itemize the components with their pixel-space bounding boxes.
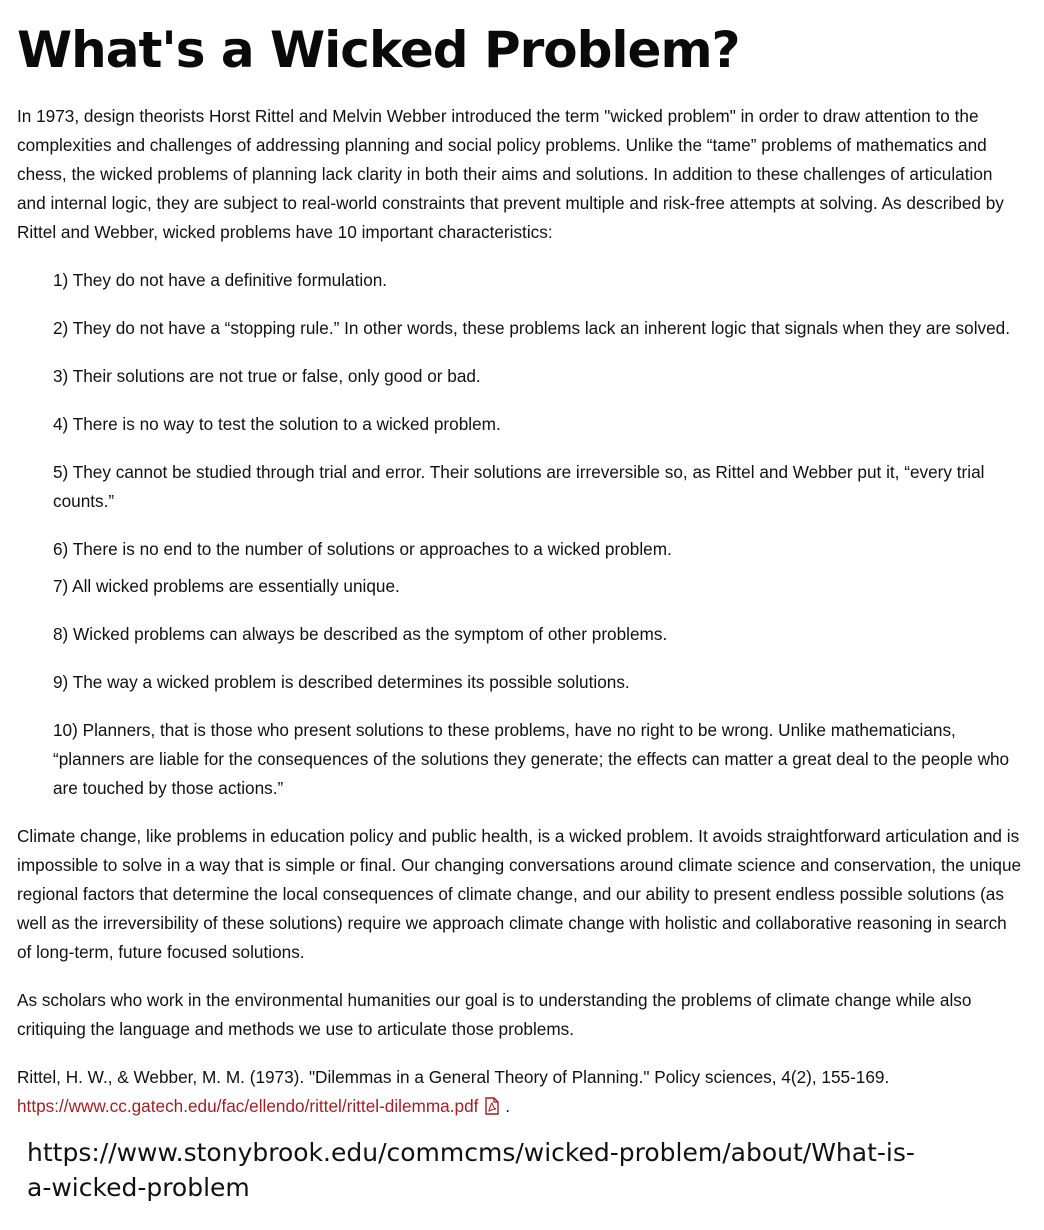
citation-trailing: . — [505, 1096, 510, 1116]
scholars-paragraph: As scholars who work in the environmental humanities our goal is to understanding the problems of climate change while also critiquing the language and methods we use to articulate those problems. — [17, 990, 972, 1039]
source-url: https://www.stonybrook.edu/commcms/wicked-problem/about/What-is-a-wicked-problem — [27, 1138, 915, 1202]
list-item: 9) The way a wicked problem is described determines its possible solutions. — [53, 672, 630, 692]
pdf-icon[interactable] — [484, 1095, 500, 1113]
citation-text: Rittel, H. W., & Webber, M. M. (1973). "Dilemmas in a General Theory of Planning." Policy sciences, 4(2), 155-169. — [17, 1067, 890, 1087]
climate-paragraph: Climate change, like problems in education policy and public health, is a wicked problem. It avoids straightforward articulation and is impossible to solve in a way that is simple or final. Our changing conversations around climate science and conservation, the unique regional factors that determine the local consequences of climate change, and our ability to present endless possible solutions (as well as the irreversibility of these solutions) require we approach climate change with holistic and collaborative reasoning in search of long-term, future focused solutions. — [17, 826, 1022, 962]
list-item: 4) There is no way to test the solution to a wicked problem. — [53, 414, 501, 434]
citation — [17, 1063, 1022, 1121]
list-item: 7) All wicked problems are essentially unique. — [53, 576, 400, 596]
list-item: 5) They cannot be studied through trial and error. Their solutions are irreversible so, as Rittel and Webber put it, “every trial counts.” — [53, 462, 985, 511]
article — [17, 0, 1022, 1205]
list-item: 2) They do not have a “stopping rule.” In other words, these problems lack an inherent logic that signals when they are solved. — [53, 318, 1010, 338]
intro-paragraph: In 1973, design theorists Horst Rittel and Melvin Webber introduced the term "wicked problem" in order to draw attention to the complexities and challenges of addressing planning and social policy problems. Unlike the “tame” problems of mathematics and chess, the wicked problems of planning lack clarity in both their aims and solutions. In addition to these challenges of articulation and internal logic, they are subject to real-world constraints that prevent multiple and risk-free attempts at solving. As described by Rittel and Webber, wicked problems have 10 important characteristics: — [17, 106, 1004, 242]
citation-link[interactable]: https://www.cc.gatech.edu/fac/ellendo/rittel/rittel-dilemma.pdf — [17, 1096, 479, 1116]
list-item: 10) Planners, that is those who present solutions to these problems, have no right to be wrong. Unlike mathematicians, “planners are liable for the consequences of the solutions they generate; the effects can matter a great deal to the people who are touched by those actions.” — [53, 720, 1010, 798]
list-item: 6) There is no end to the number of solutions or approaches to a wicked problem. — [53, 539, 672, 559]
page-title: What's a Wicked Problem? — [17, 21, 740, 79]
characteristics-list — [17, 266, 1022, 803]
list-item: 3) Their solutions are not true or false, only good or bad. — [53, 366, 481, 386]
list-item: 1) They do not have a definitive formulation. — [53, 270, 388, 290]
list-item: 8) Wicked problems can always be described as the symptom of other problems. — [53, 624, 668, 644]
